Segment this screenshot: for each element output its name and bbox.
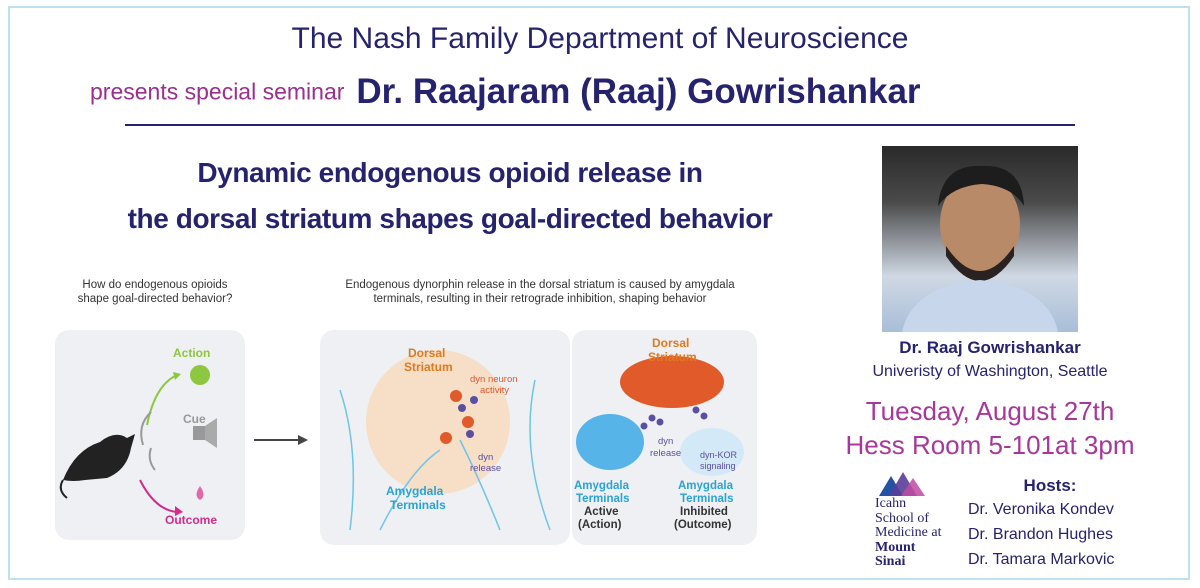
terminals-label: Terminals — [390, 498, 446, 512]
striatum-label: Striatum — [404, 360, 453, 374]
mount-sinai-logo-icon — [877, 470, 929, 498]
inhibited-amygdala-label: Amygdala — [678, 480, 733, 492]
inhibited-terminals-label: Terminals — [680, 493, 734, 505]
talk-title — [60, 150, 840, 242]
action-paren-label: (Action) — [578, 519, 622, 531]
host-item: Dr. Brandon Hughes — [968, 526, 1113, 543]
active-label: Active — [584, 506, 619, 518]
mech-dorsal-label: Dorsal — [652, 336, 690, 350]
dyn-label: dyn — [478, 452, 494, 463]
speaker-title: Dr. Raajaram (Raaj) Gowrishankar — [356, 72, 921, 111]
shirt-shape — [902, 280, 1058, 332]
active-terminals-label: Terminals — [576, 493, 630, 505]
outcome-label: Outcome — [165, 513, 218, 527]
talk-title-line2: the dorsal striatum shapes goal-directed behavior — [127, 203, 773, 234]
finding-line2: terminals, resulting in their retrograde inhibition, shaping behavior — [373, 293, 707, 305]
mount-sinai-wordmark: Icahn School of Medicine at Mount Sinai — [875, 496, 942, 569]
action-arrow — [147, 375, 177, 425]
finding-line1: Endogenous dynorphin release in the dorsal striatum is caused by amygdala — [345, 279, 735, 291]
speaker-photo — [882, 146, 1078, 332]
amygdala-active — [576, 414, 644, 470]
presents-label: presents special seminar — [90, 78, 345, 105]
striatum-panel — [320, 330, 570, 545]
question-line1: How do endogenous opioids — [82, 279, 228, 291]
mechanism-panel — [572, 330, 757, 545]
speaker-affiliation: Univeristy of Washington, Seattle — [872, 363, 1108, 380]
speaker-name: Dr. Raaj Gowrishankar — [899, 338, 1081, 357]
striatum-diagram — [320, 330, 570, 545]
mouse-icon — [63, 434, 135, 481]
divider — [125, 124, 1075, 126]
dyn-kor-label: dyn-KOR — [700, 450, 738, 460]
mechanism-diagram — [572, 330, 757, 545]
dyn-neuron-label: dyn neuron — [470, 374, 518, 385]
signaling-label: signaling — [700, 461, 736, 471]
action-dot — [190, 365, 210, 385]
event-date: Tuesday, August 27th — [865, 396, 1115, 426]
action-label: Action — [173, 346, 211, 360]
release-label: release — [470, 463, 502, 474]
outcome-arrow — [140, 480, 177, 512]
talk-title-line1: Dynamic endogenous opioid release in — [197, 157, 703, 188]
dorsal-label: Dorsal — [408, 346, 446, 360]
active-amygdala-label: Amygdala — [574, 480, 629, 492]
department-heading: The Nash Family Department of Neuroscience — [291, 22, 909, 55]
flow-arrow — [252, 432, 312, 448]
host-item: Dr. Tamara Markovic — [968, 551, 1115, 568]
hosts-heading: Hosts: — [1023, 476, 1077, 495]
behavior-diagram — [55, 330, 245, 540]
mech-striatum-label: Striatum — [648, 350, 697, 364]
question-line2: shape goal-directed behavior? — [77, 293, 233, 305]
mech-dyn-label: dyn — [658, 436, 674, 447]
speaker-line — [90, 72, 921, 112]
event-location: Hess Room 5-101at 3pm — [845, 430, 1135, 460]
figure-finding — [280, 278, 800, 306]
host-item: Dr. Veronika Kondev — [968, 501, 1114, 518]
behavior-panel — [55, 330, 245, 540]
inhibited-label: Inhibited — [680, 506, 728, 518]
figure-question — [50, 278, 260, 306]
activity-label: activity — [480, 385, 510, 396]
outcome-paren-label: (Outcome) — [674, 519, 732, 531]
dyn-neuron — [450, 390, 462, 402]
cue-speaker-icon — [193, 426, 205, 440]
droplet-icon — [197, 486, 204, 500]
amygdala-label: Amygdala — [386, 484, 444, 498]
mech-release-label: release — [650, 448, 682, 459]
cue-label: Cue — [183, 412, 206, 426]
